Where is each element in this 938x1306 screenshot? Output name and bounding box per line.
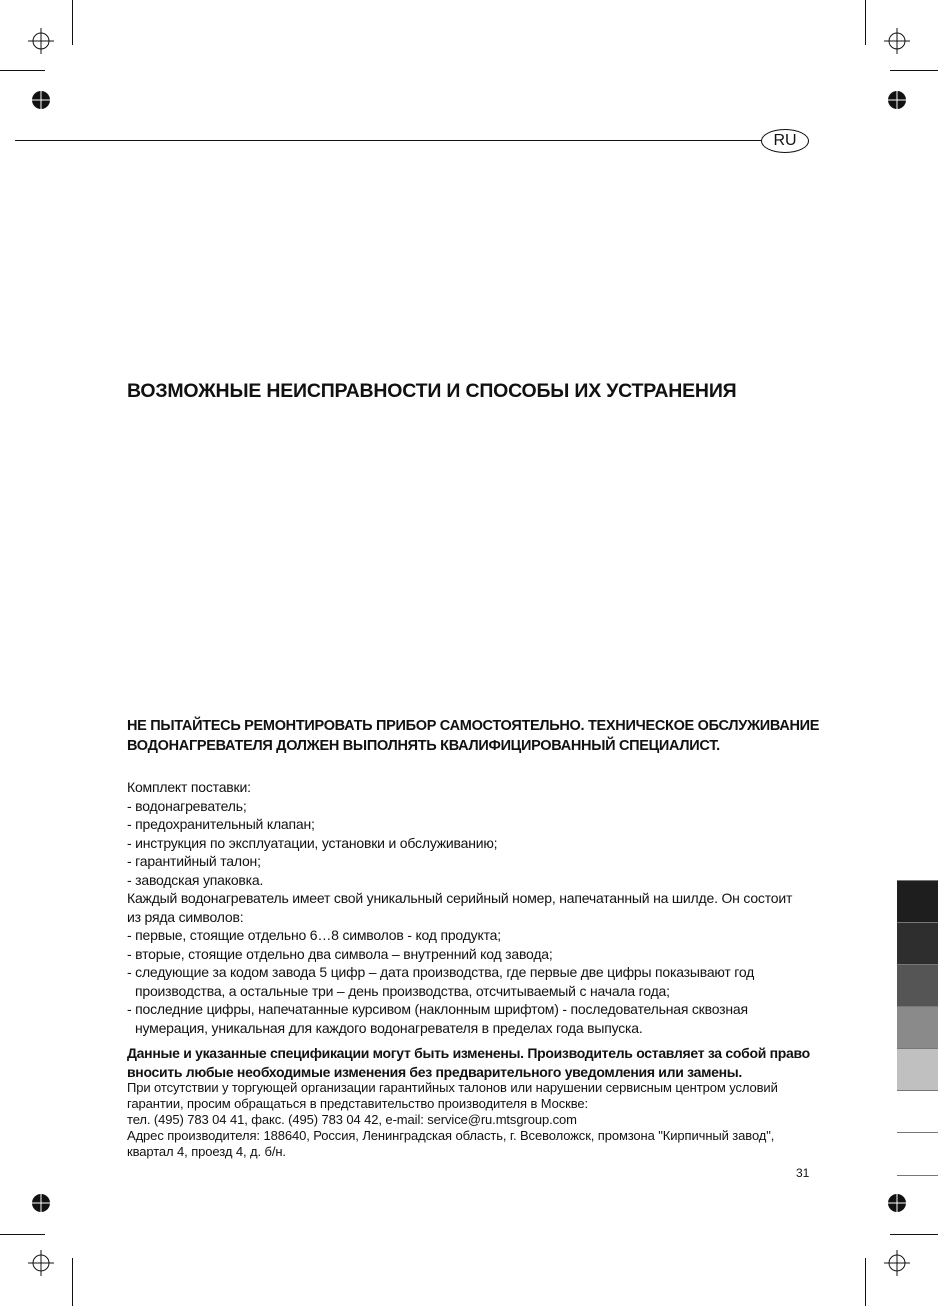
registration-dot-icon: [888, 1194, 906, 1212]
crop-mark: [865, 0, 866, 45]
list-item: - вторые, стоящие отдельно два символа – внутренний код завода;: [127, 945, 553, 962]
crop-mark: [890, 70, 938, 71]
list-item: - следующие за кодом завода 5 цифр – дата производства, где первые две цифры показывают год: [127, 964, 755, 980]
crop-mark: [865, 1258, 866, 1306]
side-tab: [897, 1048, 938, 1091]
crop-mark: [0, 70, 45, 71]
side-tab: [897, 1006, 938, 1049]
crop-mark: [0, 1234, 45, 1235]
side-tab: [897, 880, 938, 923]
warning-line: НЕ ПЫТАЙТЕСЬ РЕМОНТИРОВАТЬ ПРИБОР САМОСТОЯТЕЛЬНО. ТЕХНИЧЕСКОЕ ОБСЛУЖИВАНИЕ: [127, 718, 820, 734]
crop-mark: [72, 0, 73, 45]
list-item: - последние цифры, напечатанные курсивом (наклонным шрифтом) - последовательная сквозная: [127, 1001, 748, 1017]
delivery-and-serial-info: [127, 778, 847, 1037]
page-number: 31: [796, 1166, 810, 1180]
note-line: Данные и указанные спецификации могут быть изменены. Производитель оставляет за собой право: [127, 1045, 810, 1061]
note-line: вносить любые необходимые изменения без предварительного уведомления или замены.: [127, 1063, 743, 1080]
list-item: - заводская упаковка.: [127, 871, 264, 888]
contact-info: [127, 1080, 778, 1160]
crop-mark: [890, 1234, 938, 1235]
language-badge: RU: [761, 129, 809, 153]
side-tab: [897, 1090, 938, 1133]
text-line: из ряда символов:: [127, 908, 244, 925]
registration-mark-icon: [884, 28, 910, 54]
registration-dot-icon: [32, 91, 50, 109]
side-tab: [897, 1132, 938, 1176]
contact-line: квартал 4, проезд 4, д. б/н.: [127, 1144, 286, 1159]
registration-dot-icon: [32, 1194, 50, 1212]
text-line: Комплект поставки:: [127, 779, 251, 795]
list-item-continuation: нумерация, уникальная для каждого водонагревателя в пределах года выпуска.: [135, 1019, 643, 1036]
text-line: Каждый водонагреватель имеет свой уникальный серийный номер, напечатанный на шилде. Он состоит: [127, 890, 793, 906]
registration-mark-icon: [884, 1250, 910, 1276]
registration-mark-icon: [28, 28, 54, 54]
list-item: - первые, стоящие отдельно 6…8 символов - код продукта;: [127, 927, 501, 943]
list-item: - предохранительный клапан;: [127, 816, 315, 832]
crop-mark: [72, 1258, 73, 1306]
contact-line: Адрес производителя: 188640, Россия, Ленинградская область, г. Всеволожск, промзона "Кирпичный завод",: [127, 1128, 775, 1143]
registration-dot-icon: [888, 91, 906, 109]
side-tab: [897, 922, 938, 965]
list-item: - гарантийный талон;: [127, 853, 261, 869]
contact-line: При отсутствии у торгующей организации гарантийных талонов или нарушении сервисным центром условий: [127, 1080, 778, 1095]
contact-line: тел. (495) 783 04 41, факс. (495) 783 04 42, e-mail: service@ru.mtsgroup.com: [127, 1112, 577, 1127]
section-title: ВОЗМОЖНЫЕ НЕИСПРАВНОСТИ И СПОСОБЫ ИХ УСТРАНЕНИЯ: [127, 380, 737, 402]
warning-text: [127, 716, 819, 756]
contact-line: гарантии, просим обращаться в представительство производителя в Москве:: [127, 1096, 589, 1111]
specification-note: [127, 1044, 810, 1081]
header-rule: [15, 140, 761, 141]
registration-mark-icon: [28, 1250, 54, 1276]
list-item-continuation: производства, а остальные три – день производства, отсчитываемый с начала года;: [135, 982, 670, 999]
list-item: - водонагреватель;: [127, 797, 247, 814]
side-tab: [897, 964, 938, 1007]
warning-line: ВОДОНАГРЕВАТЕЛЯ ДОЛЖЕН ВЫПОЛНЯТЬ КВАЛИФИЦИРОВАННЫЙ СПЕЦИАЛИСТ.: [127, 738, 720, 754]
list-item: - инструкция по эксплуатации, установки и обслуживанию;: [127, 834, 498, 851]
